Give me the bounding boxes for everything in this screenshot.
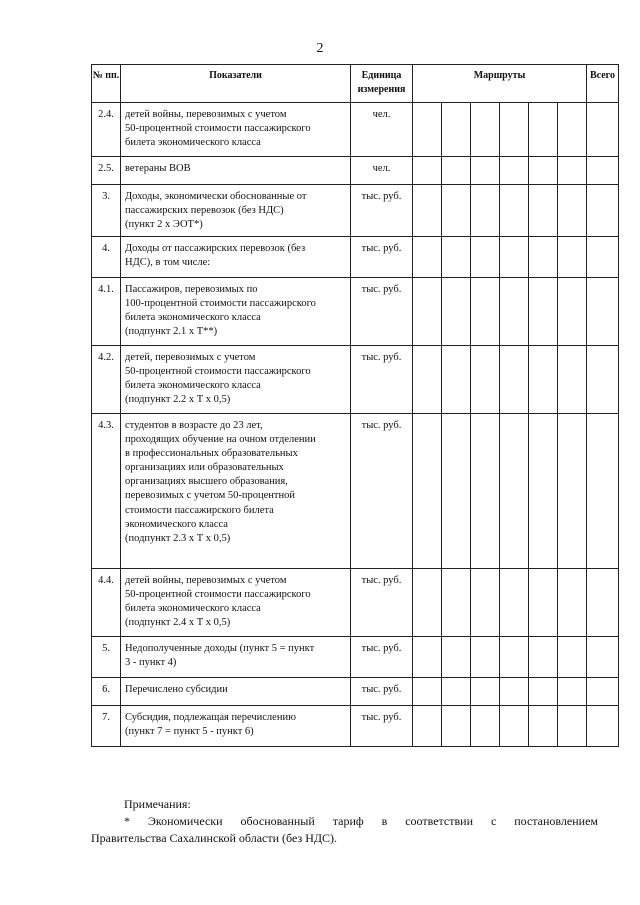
notes-line-2: Правительства Сахалинской области (без НДС).: [91, 830, 338, 845]
indicator-line: Доходы, экономически обоснованные от: [125, 191, 307, 202]
row-number: 6.: [92, 677, 121, 705]
route-cell: [558, 277, 587, 345]
route-cell: [500, 413, 529, 568]
route-cell: [529, 157, 558, 185]
route-cell: [442, 277, 471, 345]
indicator-line: детей войны, перевозимых с учетом: [125, 109, 287, 120]
route-cell: [558, 236, 587, 277]
row-indicator: [121, 677, 351, 705]
row-unit: тыс. руб.: [351, 705, 413, 746]
route-cell: [413, 413, 442, 568]
total-cell: [587, 103, 619, 157]
row-number: 4.4.: [92, 568, 121, 636]
route-cell: [558, 677, 587, 705]
total-cell: [587, 705, 619, 746]
route-cell: [471, 636, 500, 677]
table-row: [92, 277, 619, 345]
route-cell: [558, 103, 587, 157]
indicator-line: детей войны, перевозимых с учетом: [125, 574, 287, 586]
route-cell: [413, 236, 442, 277]
indicator-line: организациях или образовательных: [125, 462, 284, 474]
row-indicator: [121, 568, 351, 636]
row-unit: тыс. руб.: [351, 568, 413, 636]
route-cell: [558, 185, 587, 237]
route-cell: [500, 568, 529, 636]
route-cell: [442, 157, 471, 185]
route-cell: [471, 103, 500, 157]
route-cell: [442, 345, 471, 413]
row-indicator: [121, 277, 351, 345]
indicator-line: перевозимых с учетом 50-процентной: [125, 490, 296, 502]
row-number: 3.: [92, 185, 121, 237]
indicator-line: (подпункт 2.1 х Т**): [125, 326, 218, 338]
indicator-line: билета экономического класса: [125, 379, 261, 391]
route-cell: [529, 236, 558, 277]
table-row: [92, 157, 619, 185]
total-cell: [587, 413, 619, 568]
route-cell: [442, 705, 471, 746]
route-cell: [471, 568, 500, 636]
table-row: [92, 345, 619, 413]
total-cell: [587, 677, 619, 705]
indicator-line: (подпункт 2.3 х Т х 0,5): [125, 532, 231, 544]
total-cell: [587, 277, 619, 345]
indicator-line: детей, перевозимых с учетом: [125, 351, 256, 363]
table-row: [92, 677, 619, 705]
header-total: Всего: [587, 65, 619, 103]
indicator-line: (пункт 7 = пункт 5 - пункт 6): [125, 725, 254, 737]
total-cell: [587, 185, 619, 237]
row-indicator: [121, 345, 351, 413]
route-cell: [442, 568, 471, 636]
route-cell: [471, 157, 500, 185]
row-unit: чел.: [351, 103, 413, 157]
routes-table: [91, 64, 619, 747]
indicator-line: 50-процентной стоимости пассажирского: [125, 365, 311, 377]
route-cell: [500, 236, 529, 277]
row-number: 4.1.: [92, 277, 121, 345]
row-unit: тыс. руб.: [351, 185, 413, 237]
row-indicator: [121, 103, 351, 157]
row-unit: тыс. руб.: [351, 345, 413, 413]
row-number: 7.: [92, 705, 121, 746]
row-unit: тыс. руб.: [351, 413, 413, 568]
table-row: [92, 705, 619, 746]
row-number: 4.: [92, 236, 121, 277]
total-cell: [587, 157, 619, 185]
route-cell: [442, 413, 471, 568]
indicator-line: экономического класса: [125, 518, 228, 530]
notes-word: *: [124, 813, 130, 828]
notes-word: постановлением: [514, 813, 598, 828]
notes-word: Экономически: [147, 813, 223, 828]
row-unit: тыс. руб.: [351, 277, 413, 345]
header-routes: Маршруты: [413, 65, 587, 103]
notes-word: тариф: [332, 813, 364, 828]
route-cell: [500, 705, 529, 746]
route-cell: [413, 185, 442, 237]
notes-word: соответствии: [405, 813, 474, 828]
route-cell: [500, 157, 529, 185]
notes-line-1: [91, 813, 598, 830]
route-cell: [442, 236, 471, 277]
row-indicator: [121, 413, 351, 568]
notes-title: Примечания:: [124, 797, 191, 811]
indicator-line: 50-процентной стоимости пассажирского: [125, 588, 311, 600]
route-cell: [471, 705, 500, 746]
route-cell: [558, 705, 587, 746]
route-cell: [529, 103, 558, 157]
indicator-line: НДС), в том числе:: [125, 256, 211, 268]
row-indicator: [121, 157, 351, 185]
route-cell: [413, 103, 442, 157]
notes: [91, 796, 598, 846]
row-number: 4.2.: [92, 345, 121, 413]
route-cell: [529, 413, 558, 568]
total-cell: [587, 636, 619, 677]
route-cell: [558, 636, 587, 677]
route-cell: [471, 277, 500, 345]
route-cell: [529, 345, 558, 413]
table-row: [92, 636, 619, 677]
row-indicator: [121, 705, 351, 746]
route-cell: [529, 677, 558, 705]
indicator-line: 50-процентной стоимости пассажирского: [125, 123, 311, 135]
row-indicator: [121, 636, 351, 677]
route-cell: [558, 345, 587, 413]
row-unit: чел.: [351, 157, 413, 185]
total-cell: [587, 345, 619, 413]
indicator-line: (подпункт 2.2 х Т х 0,5): [125, 394, 231, 406]
row-number: 4.3.: [92, 413, 121, 568]
page-number: 2: [316, 41, 324, 56]
route-cell: [471, 236, 500, 277]
row-unit: тыс. руб.: [351, 677, 413, 705]
route-cell: [500, 677, 529, 705]
row-indicator: [121, 236, 351, 277]
route-cell: [471, 413, 500, 568]
route-cell: [500, 345, 529, 413]
indicator-line: Доходы от пассажирских перевозок (без: [125, 242, 306, 254]
row-number: 2.4.: [92, 103, 121, 157]
table-row: [92, 568, 619, 636]
header-row: [92, 65, 619, 103]
indicator-line: 3 - пункт 4): [125, 656, 177, 668]
route-cell: [500, 636, 529, 677]
indicator-line: стоимости пассажирского билета: [125, 504, 274, 516]
notes-word: обоснованный: [240, 813, 315, 828]
route-cell: [529, 277, 558, 345]
route-cell: [442, 103, 471, 157]
indicator-line: билета экономического класса: [125, 602, 261, 614]
indicator-line: пассажирских перевозок (без НДС): [125, 205, 284, 217]
indicator-line: Субсидия, подлежащая перечислению: [125, 711, 296, 723]
row-number: 5.: [92, 636, 121, 677]
route-cell: [471, 345, 500, 413]
route-cell: [500, 277, 529, 345]
route-cell: [529, 705, 558, 746]
row-number: 2.5.: [92, 157, 121, 185]
indicator-line: проходящих обучение на очном отделении: [125, 433, 316, 445]
table-row: [92, 236, 619, 277]
row-unit: тыс. руб.: [351, 236, 413, 277]
route-cell: [558, 413, 587, 568]
row-indicator: [121, 185, 351, 237]
indicator-line: ветераны ВОВ: [125, 163, 191, 174]
header-indicator: Показатели: [121, 65, 351, 103]
indicator-line: в профессиональных образовательных: [125, 447, 298, 459]
indicator-line: Пассажиров, перевозимых по: [125, 283, 258, 295]
table-row: [92, 413, 619, 568]
row-unit: тыс. руб.: [351, 636, 413, 677]
route-cell: [413, 277, 442, 345]
route-cell: [413, 157, 442, 185]
indicator-line: Недополученные доходы (пункт 5 = пункт: [125, 642, 315, 654]
notes-word: в: [381, 813, 388, 828]
route-cell: [529, 636, 558, 677]
route-cell: [500, 185, 529, 237]
header-num: № пп.: [92, 65, 121, 103]
route-cell: [413, 705, 442, 746]
total-cell: [587, 236, 619, 277]
route-cell: [413, 677, 442, 705]
header-unit: Единица измерения: [351, 65, 413, 103]
route-cell: [529, 185, 558, 237]
route-cell: [442, 185, 471, 237]
indicator-line: (подпункт 2.4 х Т х 0,5): [125, 617, 231, 629]
indicator-line: студентов в возрасте до 23 лет,: [125, 419, 263, 431]
route-cell: [558, 568, 587, 636]
route-cell: [442, 677, 471, 705]
indicator-line: Перечислено субсидии: [125, 683, 228, 695]
route-cell: [413, 568, 442, 636]
route-cell: [471, 185, 500, 237]
route-cell: [558, 157, 587, 185]
table-body: [92, 103, 619, 747]
route-cell: [413, 345, 442, 413]
table-row: [92, 185, 619, 237]
indicator-line: билета экономического класса: [125, 311, 261, 323]
route-cell: [413, 636, 442, 677]
notes-word: с: [490, 813, 497, 828]
route-cell: [529, 568, 558, 636]
indicator-line: организациях высшего образования,: [125, 476, 288, 488]
route-cell: [471, 677, 500, 705]
route-cell: [500, 103, 529, 157]
total-cell: [587, 568, 619, 636]
indicator-line: (пункт 2 х ЭОТ*): [125, 219, 203, 231]
table-row: [92, 103, 619, 157]
route-cell: [442, 636, 471, 677]
indicator-line: билета экономического класса: [125, 137, 261, 149]
indicator-line: 100-процентной стоимости пассажирского: [125, 297, 316, 309]
